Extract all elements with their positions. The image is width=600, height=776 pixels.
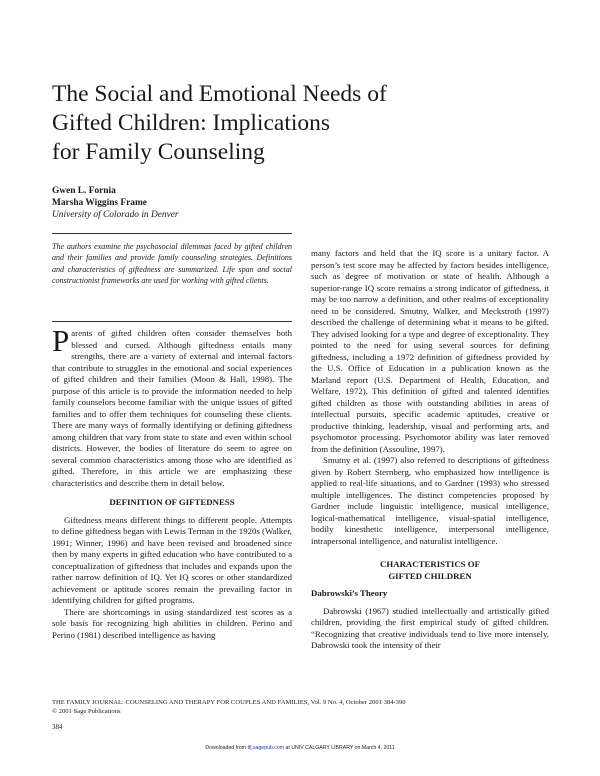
definition-paragraph-1: Giftedness means different things to different people. Attempts to define giftedness began with Lewis Terman in the 1920s (Walker, 1991; Winner, 1996) and have been revised and broadened since then by many experts in gifted education who have contributed to a conceptualization of giftedness that includes and expands upon the rather narrow definition of IQ. Yet IQ scores or other standardized achievement or aptitude scores remain the prevailing factor in identifying children for gifted programs. bbox=[52, 514, 292, 605]
abstract-top-rule bbox=[52, 233, 292, 234]
copyright: © 2001 Sage Publications bbox=[52, 708, 121, 715]
title-line-3: for Family Counseling bbox=[52, 139, 265, 165]
download-link[interactable]: tfj.sagepub.com bbox=[247, 745, 285, 751]
affiliation: University of Colorado in Denver bbox=[52, 210, 179, 220]
download-suffix: at UNIV CALGARY LIBRARY on March 4, 2011 bbox=[285, 745, 395, 751]
definition-paragraph-2: There are shortcomings in using standardized test scores as a sole basis for recognizing high abilities in children. Perino and Perino (1981) described intelligence as having bbox=[52, 606, 292, 640]
section-heading-characteristics-1: CHARACTERISTICS OF bbox=[380, 559, 480, 569]
left-column bbox=[52, 323, 292, 641]
download-prefix: Downloaded from bbox=[205, 745, 247, 751]
article-title bbox=[52, 80, 492, 167]
dabrowski-paragraph: Dabrowski (1967) studied intellectually and artistically gifted children, providing the first empirical study of gifted children. “Recognizing that creative individuals tend to live more intensely, Dabrowski took the intensity of their bbox=[311, 605, 549, 650]
author-block bbox=[52, 185, 179, 221]
intro-paragraph bbox=[52, 323, 292, 489]
section-heading-definition: DEFINITION OF GIFTEDNESS bbox=[109, 497, 235, 507]
section-heading-characteristics-2: GIFTED CHILDREN bbox=[388, 570, 472, 581]
author-2: Marsha Wiggins Frame bbox=[52, 198, 147, 208]
author-1: Gwen L. Fornia bbox=[52, 186, 116, 196]
right-paragraph-2: Smutny et al. (1997) also referred to descriptions of giftedness given by Robert Sternberg, who emphasized how intelligence is applied to real-life situations, and to Gardner (1993) who stressed multiple intelligences. The distinct competencies proposed by Gardner include linguistic intelligence, musical intelligence, logical-mathematical intelligence, visual-spatial intelligence, bodily kinesthetic intelligence, interpersonal intelligence, intrapersonal intelligence, and naturalist intelligence. bbox=[311, 455, 549, 546]
subheading-dabrowski: Dabrowski’s Theory bbox=[311, 588, 388, 598]
right-column bbox=[311, 248, 549, 652]
journal-citation: THE FAMILY JOURNAL: COUNSELING AND THERAPY FOR COUPLES AND FAMILIES, Vol. 9 No. 4, October 2001 384-390 bbox=[52, 699, 406, 706]
journal-footer bbox=[52, 698, 552, 716]
title-line-1: The Social and Emotional Needs of bbox=[52, 81, 387, 107]
page-number: 384 bbox=[52, 723, 63, 731]
abstract-bottom-rule bbox=[52, 321, 292, 322]
intro-text: arents of gifted children often consider themselves both blessed and cursed. Although giftedness entails many strengths, there are a variety of external and internal factors that contribute to struggles in the emotional and social experiences of gifted children and their families (Moon & Hall, 1998). The purpose of this article is to provide the information needed to help family counselors become familiar with the unique issues of gifted families and to offer them techniques for counseling these clients. There are many ways of formally identifying or defining giftedness among children that vary from state to state and even within school districts. However, the bodies of literature do seem to agree on several common characteristics among those who are identified as gifted. Therefore, in this article we are emphasizing these characteristics and describe them in detail below. bbox=[52, 328, 292, 488]
right-paragraph-1: many factors and held that the IQ score is a unitary factor. A person’s test score may be affected by factors besides intelligence, such as degree of motivation or state of health. Although a superior-range IQ score remains a strong indicator of giftedness, it may be too narrow a definition, and other realms of exceptionality need to be considered. Smutny, Walker, and Meckstroth (1997) described the challenge of determining what it means to be gifted. They advised looking for a type and degree of exceptionality. They pointed to the need for using several sources for defining giftedness, including a 1972 definition of giftedness provided by the U.S. Office of Education in a publication known as the Marland report (U.S. Department of Health, Education, and Welfare, 1972). This definition of gifted and talented identifies gifted children as those with outstanding abilities in areas of intellectual pursuits, specific academic aptitudes, creative or productive thinking, leadership, visual and performing arts, and psychomotor processing. Psychomotor ability was later removed from the definition (Assouline, 1997). bbox=[311, 248, 549, 454]
abstract: The authors examine the psychosocial dilemmas faced by gifted children and their families and provide family counseling strategies. Definitions and characteristics of giftedness are summarized. Life span and social constructionist frameworks are used for working with gifted clients. bbox=[52, 242, 292, 285]
drop-cap: P bbox=[52, 323, 70, 358]
download-notice bbox=[0, 745, 600, 751]
title-line-2: Gifted Children: Implications bbox=[52, 110, 331, 136]
